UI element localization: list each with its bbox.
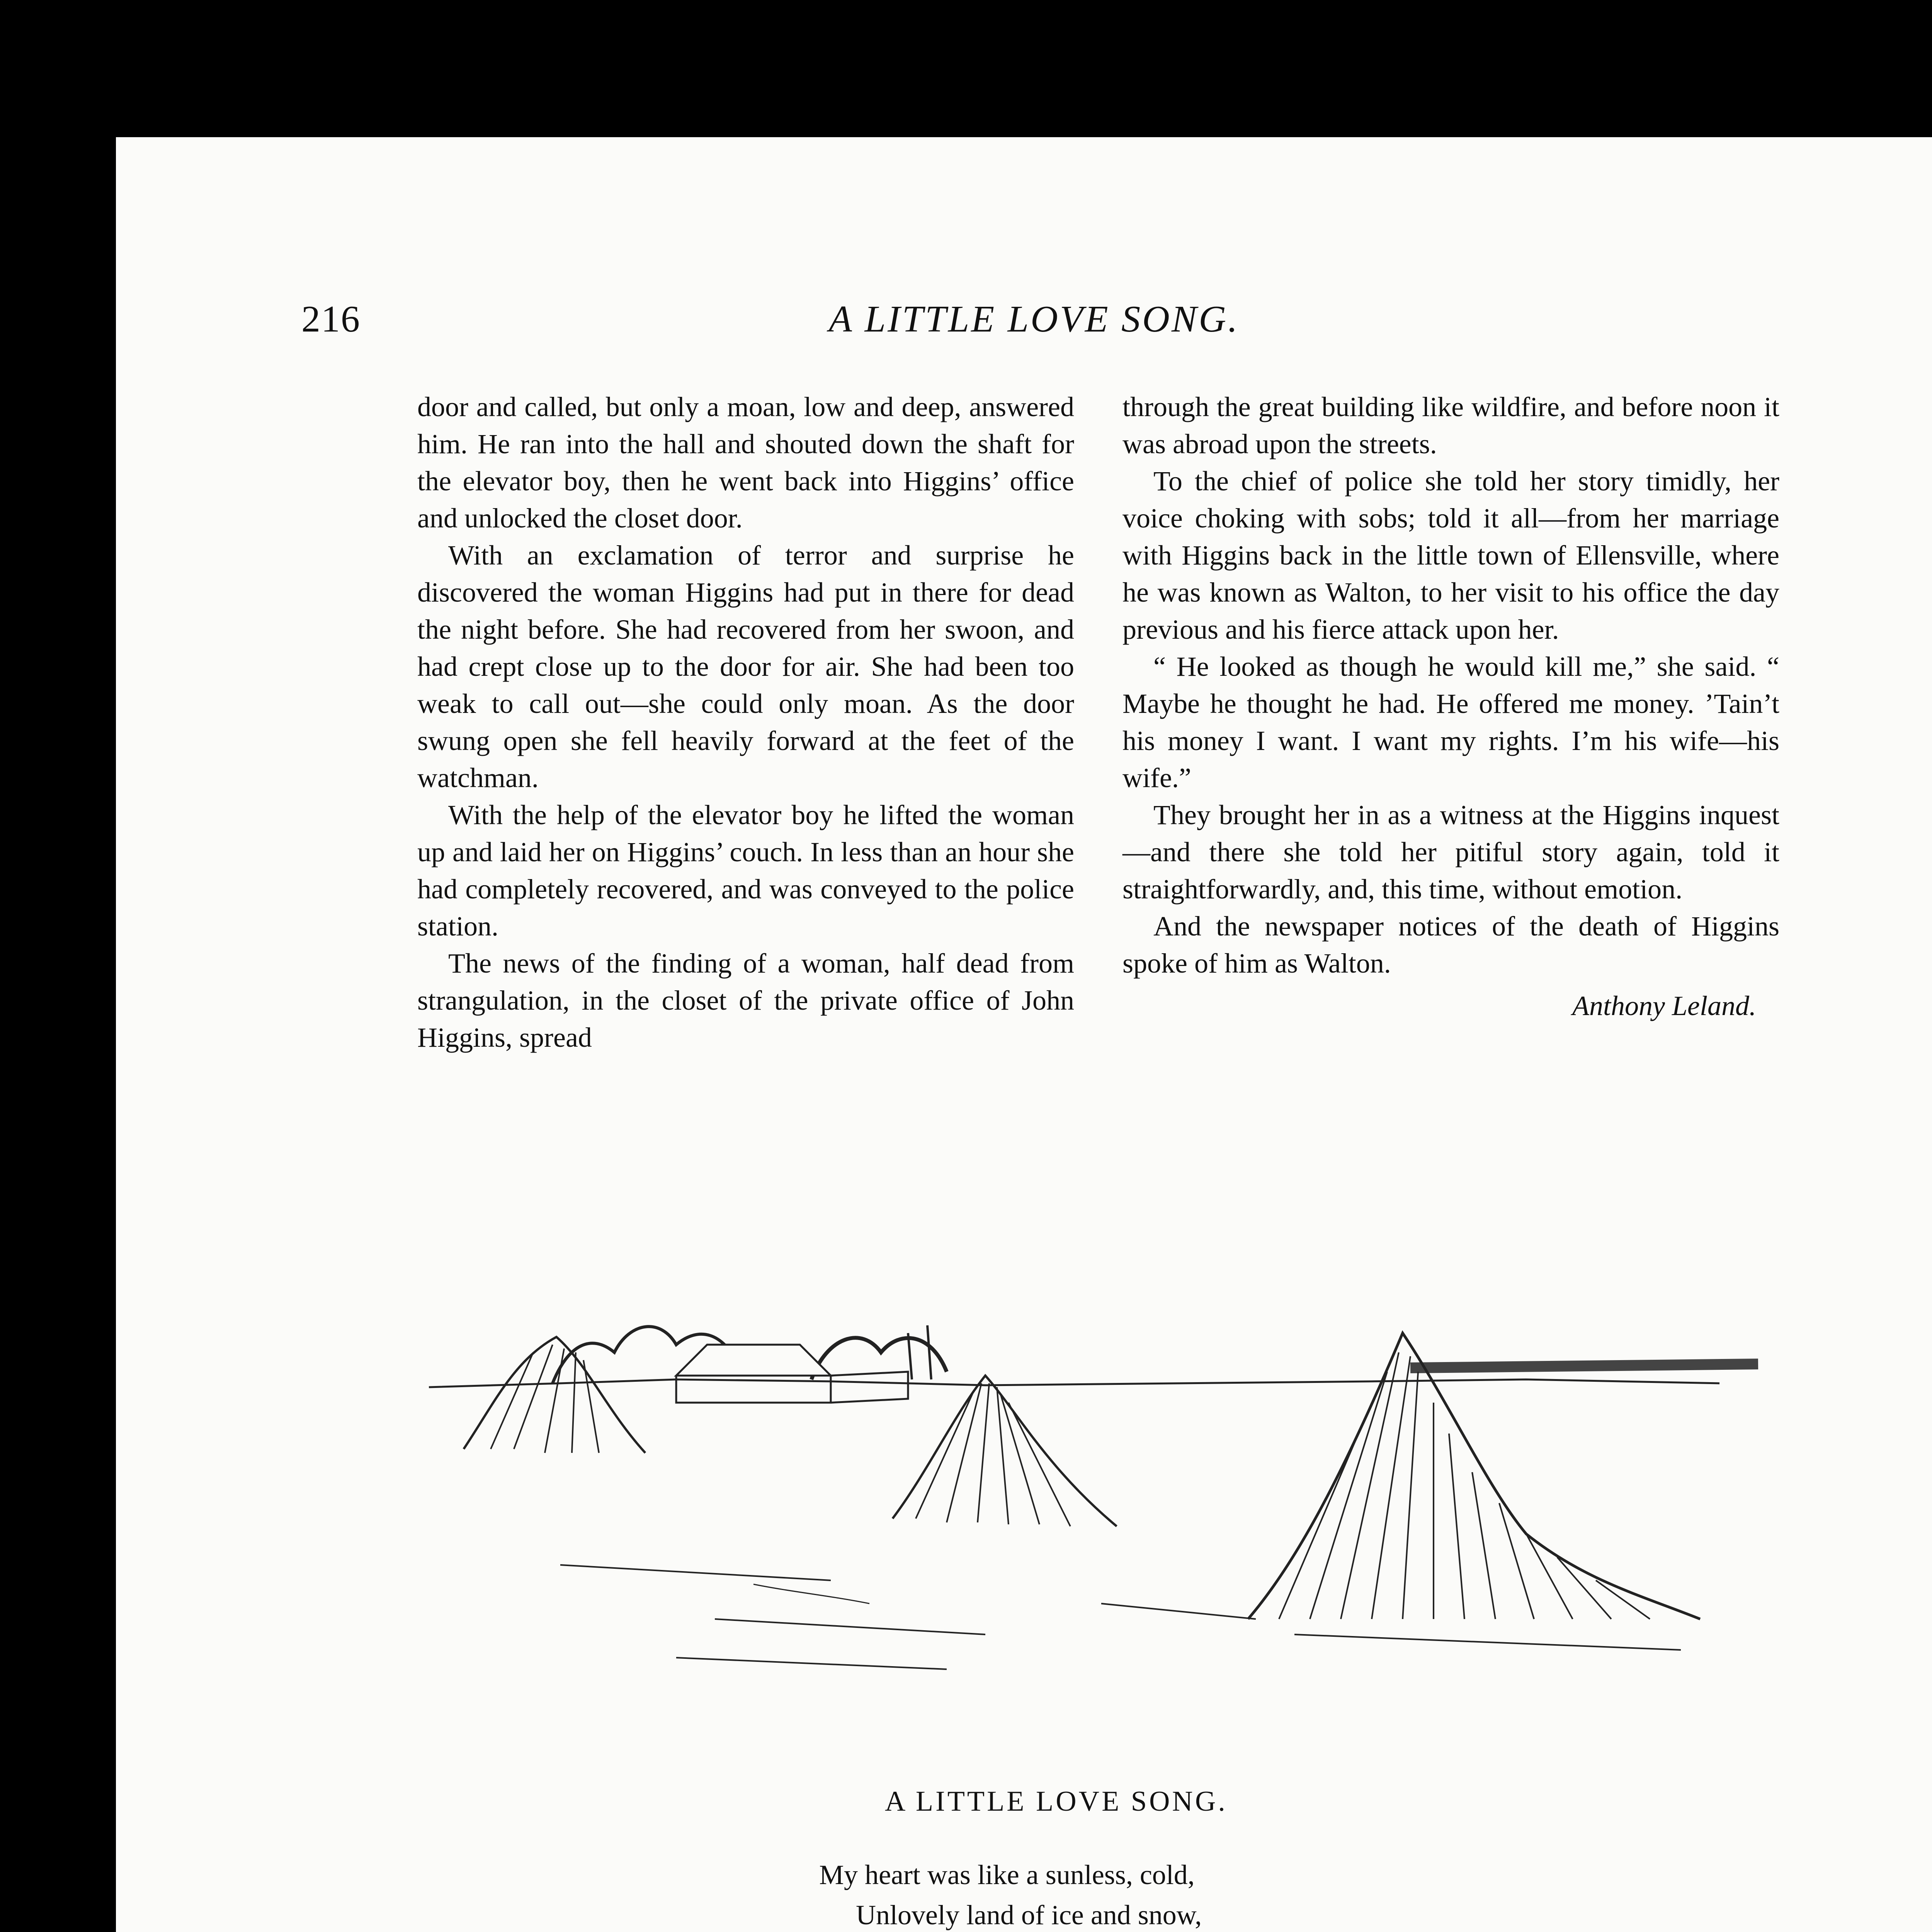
- paragraph: door and called, but only a moan, low and deep, answered him. He ran into the hall and shouted down the shaft for the elevator boy, then he went back into Higgins’ office and unlocked the closet door.: [417, 391, 1074, 534]
- paragraph: With the help of the elevator boy he lifted the woman up and laid her on Higgins’ couch. In less than an hour she had completely recovered, and was conveyed to the police station.: [417, 799, 1074, 942]
- paragraph: And the newspaper notices of the death of Higgins spoke of him as Walton.: [1122, 911, 1779, 979]
- poem: [819, 1855, 1284, 1932]
- page-number: 216: [301, 298, 361, 340]
- story-column-right: [1122, 388, 1779, 1024]
- story-column-left: [417, 388, 1074, 1056]
- stanza: [819, 1855, 1284, 1932]
- poem-line: My heart was like a sunless, cold,: [819, 1859, 1195, 1890]
- story-author: Anthony Leland.: [1572, 990, 1756, 1021]
- running-head: A LITTLE LOVE SONG.: [829, 298, 1240, 340]
- poem-line: Unlovely land of ice and snow,: [856, 1900, 1202, 1930]
- poem-title: A LITTLE LOVE SONG.: [885, 1786, 1228, 1817]
- paragraph: With an exclamation of terror and surprise he discovered the woman Higgins had put in there for dead the night before. She had recovered from her swoon, and had crept close up to the door for air. She had been too weak to call out—she could only moan. As the door swung open she fell heavily forward at the feet of the watchman.: [417, 540, 1074, 793]
- paragraph: The news of the finding of a woman, half dead from strangulation, in the closet of the private office of John Higgins, spread: [417, 948, 1074, 1053]
- paragraph: through the great building like wildfire, and before noon it was abroad upon the streets.: [1122, 391, 1779, 459]
- paragraph: “ He looked as though he would kill me,” she said. “ Maybe he thought he had. He offered me money. ’Tain’t his money I want. I want my rights. I’m his wife—his wife.”: [1122, 651, 1779, 793]
- haystacks-illustration: [406, 1287, 1781, 1689]
- paragraph: They brought her in as a witness at the Higgins inquest—and there she told her pitiful story again, told it straightforwardly, and, this time, without emotion.: [1122, 799, 1779, 905]
- paragraph: To the chief of police she told her story timidly, her voice choking with sobs; told it all—from her marriage with Higgins back in the little town of Ellensville, where he was known as Walton, to her visit to his office the day previous and his fierce attack upon her.: [1122, 466, 1779, 645]
